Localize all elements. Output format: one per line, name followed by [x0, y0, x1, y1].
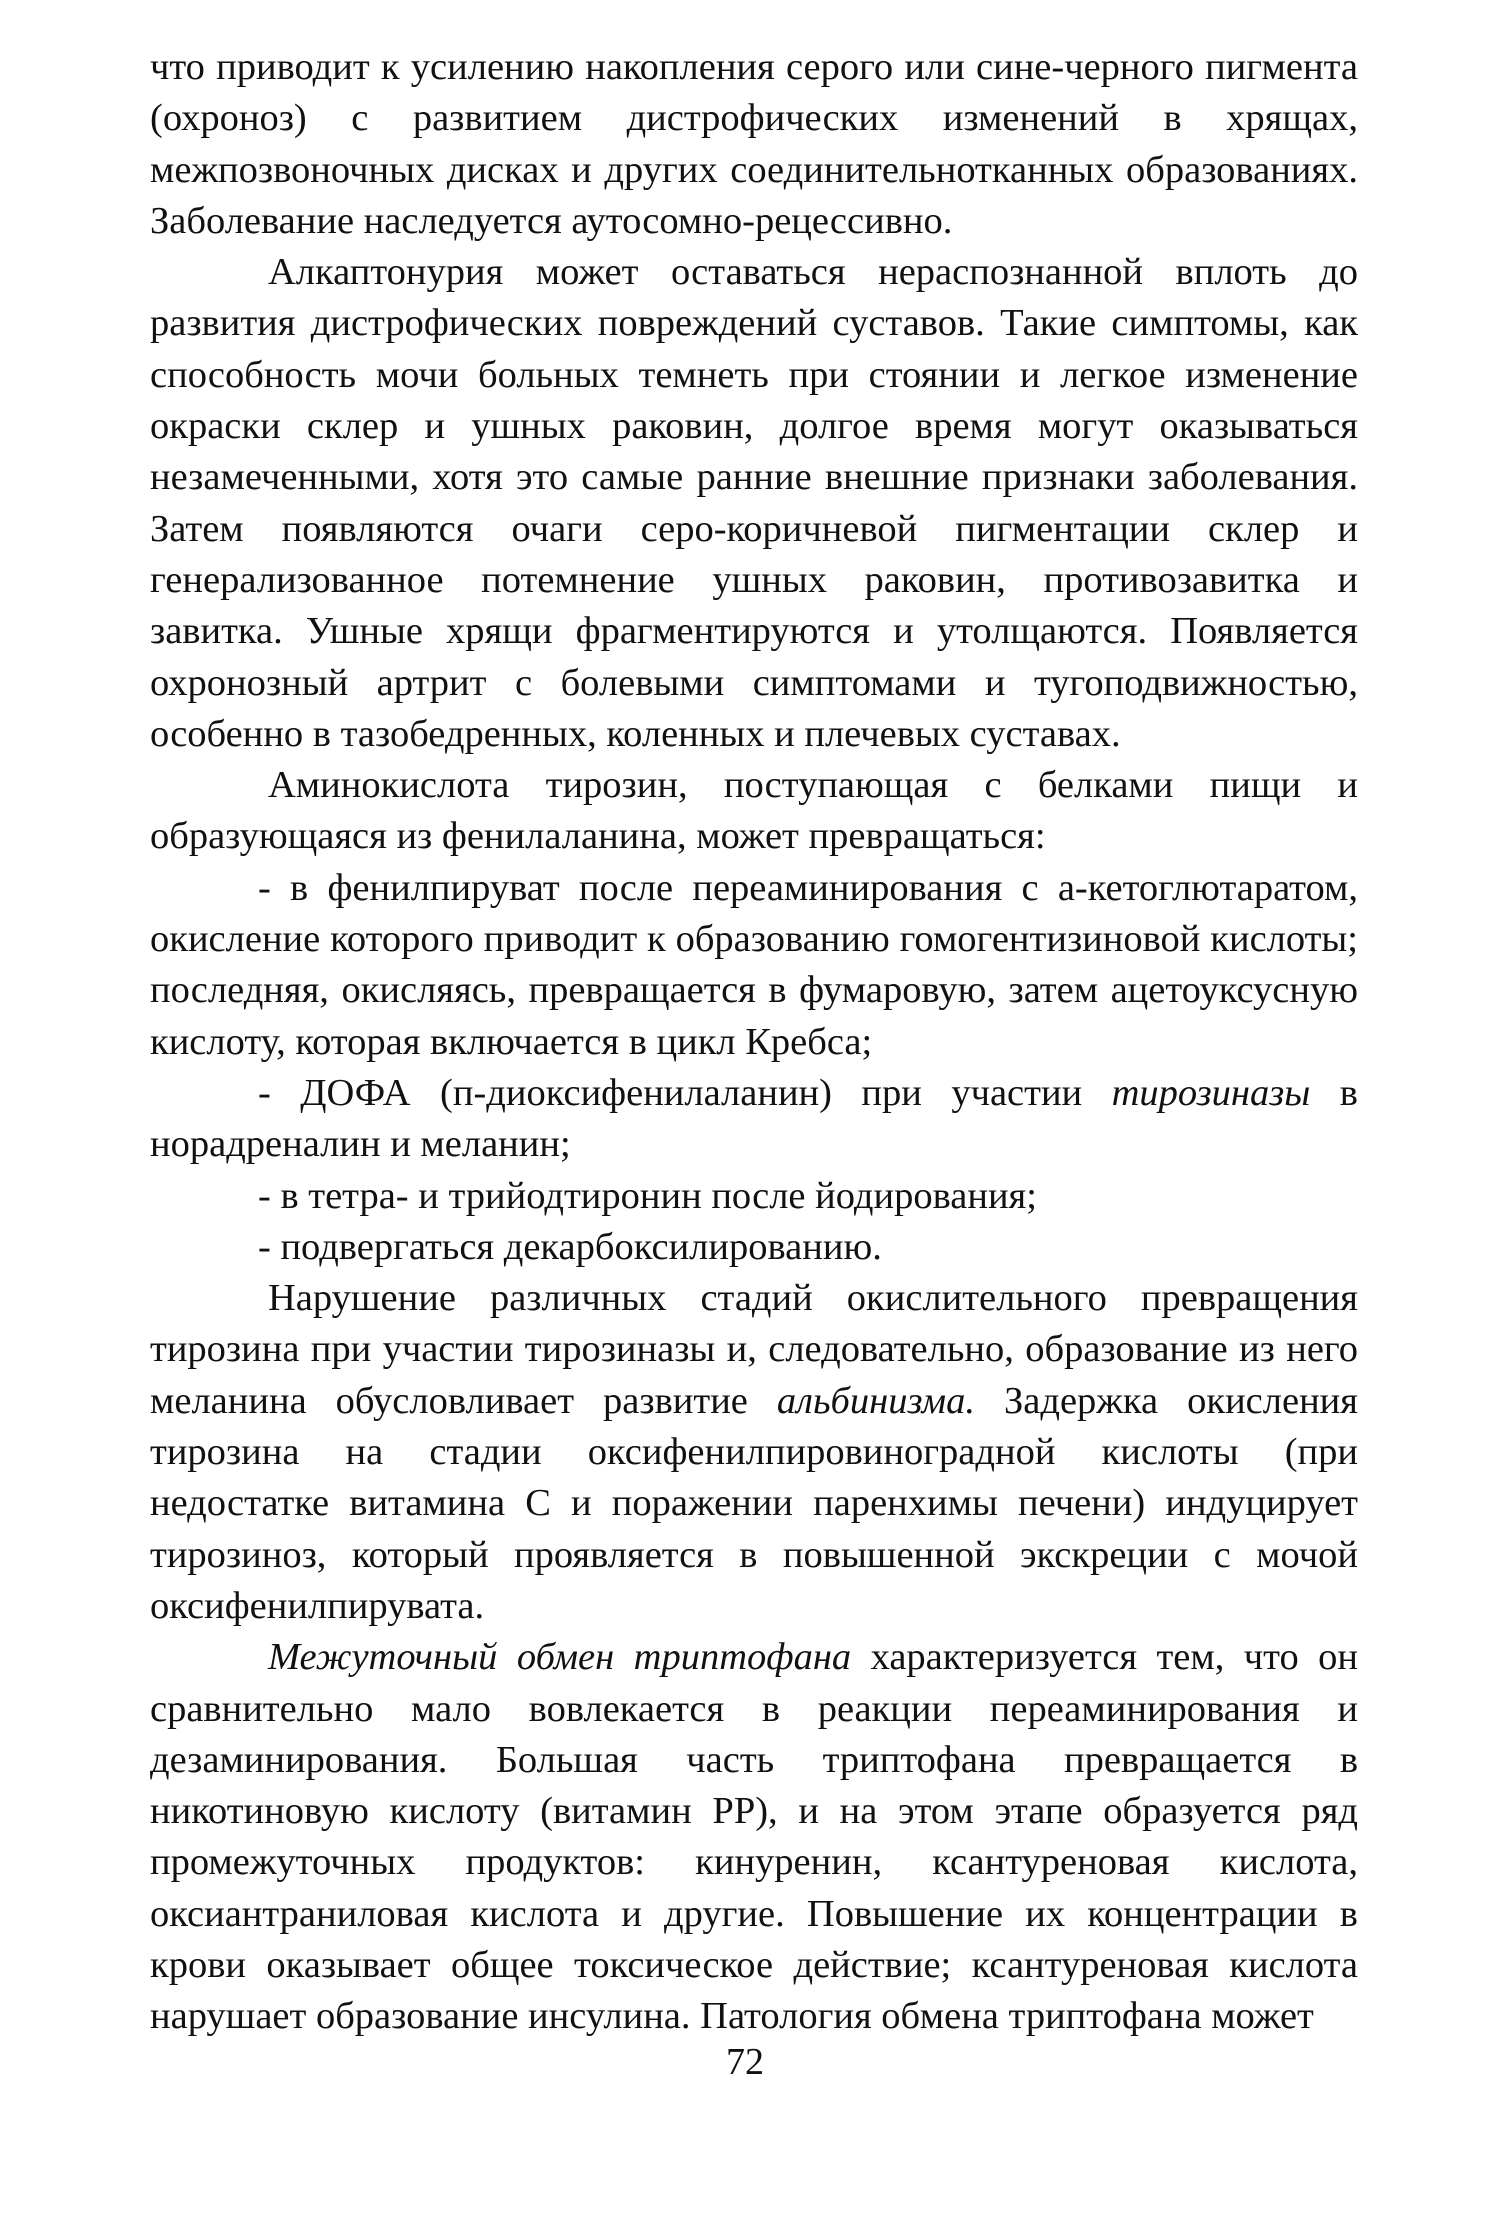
term-tyrosinase: тирозиназы — [1111, 1071, 1311, 1114]
paragraph-albinism-text: Нарушение различных стадий окислительного превращения тирозина при участии тирозиназы и, следовательно, образование из него меланина обусловливает развитие — [150, 1277, 1358, 1422]
list-item-dopa-tail: в норадреналин и меланин; — [150, 1071, 1358, 1166]
paragraph-albinism-tail: Задержка окисления тирозина на стадии оксифенилпировиноградной кислоты (при недостатке витамина С и поражении паренхимы печени) индуцирует тирозиноз, который проявляется в повышенной экскреции с мочой оксифенилпирувата. — [150, 1379, 1358, 1627]
page-text — [150, 42, 1358, 2043]
page-number: 72 — [726, 2041, 764, 2083]
paragraph-tryptophan — [150, 1632, 1358, 2042]
list-item-decarboxylation: - подвергаться декарбоксилированию. — [258, 1225, 882, 1268]
list-item-iodination: - в тетра- и трийодтиронин после йодирования; — [258, 1174, 1037, 1217]
paragraph-ochronosis: что приводит к усилению накопления серого или сине-черного пигмента (охроноз) с развитием дистрофических изменений в хрящах, межпозвоночных дисках и других соединительнотканных образованиях. Заболевание наследуется аутосомно-рецессивно. — [150, 46, 1358, 242]
term-tryptophan-metabolism: Межуточный обмен триптофана — [268, 1636, 852, 1679]
list-item-phenylpyruvate: - в фенилпируват после переаминирования с а-кетоглютаратом, окисление которого приводит к образованию гомогентизиновой кислоты; последняя, окисляясь, превращается в фумаровую, затем ацетоуксусную кислоту, которая включается в цикл Кребса; — [150, 866, 1358, 1063]
paragraph-tryptophan-text: характеризуется тем, что он сравнительно мало вовлекается в реакции переаминирования и дезаминирования. Большая часть триптофана превращается в никотиновую кислоту (витамин РР), и на этом этапе образуется ряд промежуточных продуктов: кинуренин, ксантуреновая кислота, оксиантраниловая кислота и другие. Повышение их концентрации в крови оказывает общее токсическое действие; ксантуреновая кислота нарушает образование инсулина. Патология обмена триптофана может — [150, 1636, 1359, 2038]
paragraph-alkaptonuria: Алкаптонурия может оставаться нераспознанной вплоть до развития дистрофических повреждений суставов. Такие симптомы, как способность мочи больных темнеть при стоянии и легкое изменение окраски склер и ушных раковин, долгое время могут оказываться незамеченными, хотя это самые ранние внешние признаки заболевания. Затем появляются очаги серо-коричневой пигментации склер и генерализованное потемнение ушных раковин, противозавитка и завитка. Ушные хрящи фрагментируются и утолщаются. Появляется охронозный артрит с болевыми симптомами и тугоподвижностью, особенно в тазобедренных, коленных и плечевых суставах. — [150, 251, 1358, 755]
list-item-dopa — [150, 1068, 1358, 1171]
paragraph-tyrosine-intro: Аминокислота тирозин, поступающая с белками пищи и образующаяся из фенилаланина, может превращаться: — [150, 764, 1358, 858]
list-item-dopa-text: - ДОФА (п-диоксифенилаланин) при участии — [258, 1071, 1112, 1114]
paragraph-albinism — [150, 1273, 1358, 1632]
term-albinism: альбинизма. — [776, 1379, 975, 1422]
